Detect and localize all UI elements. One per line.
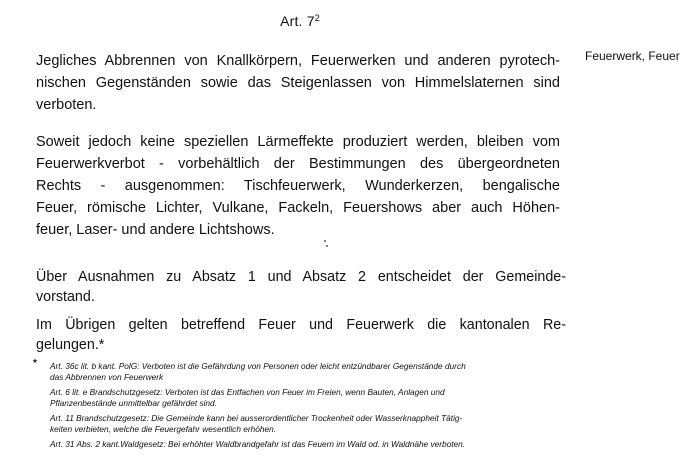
footnote-line: Pflanzenbestände unmittelbar gefährdet sind. [50, 398, 217, 408]
paragraph-1 [36, 50, 560, 116]
paragraph-line: Im Übrigen gelten betreffend Feuer und Feuerwerk die kantonalen Re- [36, 317, 566, 333]
paragraph-line: Feuerwerkverbot - vorbehältlich der Bestimmungen des übergeordneten [36, 156, 560, 172]
scan-speck [324, 240, 326, 242]
footnote-marker: * [33, 358, 37, 369]
paragraph-line: Soweit jedoch keine speziellen Lärmeffekte produziert werden, bleiben vom [36, 134, 560, 150]
paragraph-line: vorstand. [36, 289, 95, 305]
scan-speck [326, 245, 328, 247]
footnote [50, 439, 550, 450]
footnote-line: Art. 31 Abs. 2 kant.Waldgesetz: Bei erhöhter Waldbrandgefahr ist das Feuern im Wald od. in Waldnähe verboten. [50, 439, 466, 449]
footnote-line: das Abbrennen von Feuerwerk [50, 372, 164, 382]
footnotes [50, 361, 550, 454]
paragraph-line: gelungen.* [36, 337, 105, 353]
paragraph-2 [36, 131, 560, 241]
margin-note: Feuerwerk, Feuer [585, 49, 680, 63]
footnote [50, 413, 550, 435]
article-title [0, 13, 600, 29]
footnote-line: Art. 36c lit. b kant. PolG: Verboten ist die Gefährdung von Personen oder leicht entzündbarer Gegenstände durch [50, 361, 466, 371]
footnote-line: Art. 6 lit. e Brandschutzgesetz: Verboten ist das Entfachen von Feuer im Freien, wenn Bauten, Anlagen und [50, 387, 445, 397]
footnote-line: keiten verbieten, welche die Feuergefahr wesentlich erhöhen. [50, 424, 276, 434]
footnote-line: Art. 11 Brandschutzgesetz: Die Gemeinde kann bei ausserordentlicher Trockenheit oder Wasserknappheit Tätig- [50, 413, 463, 423]
paragraph-3 [36, 267, 566, 307]
paragraph-line: verboten. [36, 97, 97, 113]
footnote [50, 361, 550, 383]
paragraph-line: Jegliches Abbrennen von Knallkörpern, Feuerwerken und anderen pyrotech- [36, 53, 560, 69]
paragraph-line: Rechts - ausgenommen: Tischfeuerwerk, Wunderkerzen, bengalische [36, 178, 560, 194]
paragraph-line: feuer, Laser- und andere Lichtshows. [36, 222, 275, 238]
paragraph-line: Über Ausnahmen zu Absatz 1 und Absatz 2 entscheidet der Gemeinde- [36, 269, 566, 285]
footnote [50, 387, 550, 409]
article-title-superscript: 2 [314, 13, 320, 23]
paragraph-4 [36, 315, 566, 355]
paragraph-line: nischen Gegenständen sowie das Steigenlassen von Himmelslaternen sind [36, 75, 560, 91]
article-title-text: Art. 7 [280, 13, 315, 29]
paragraph-line: Feuer, römische Lichter, Vulkane, Fackeln, Feuershows aber auch Höhen- [36, 200, 560, 216]
